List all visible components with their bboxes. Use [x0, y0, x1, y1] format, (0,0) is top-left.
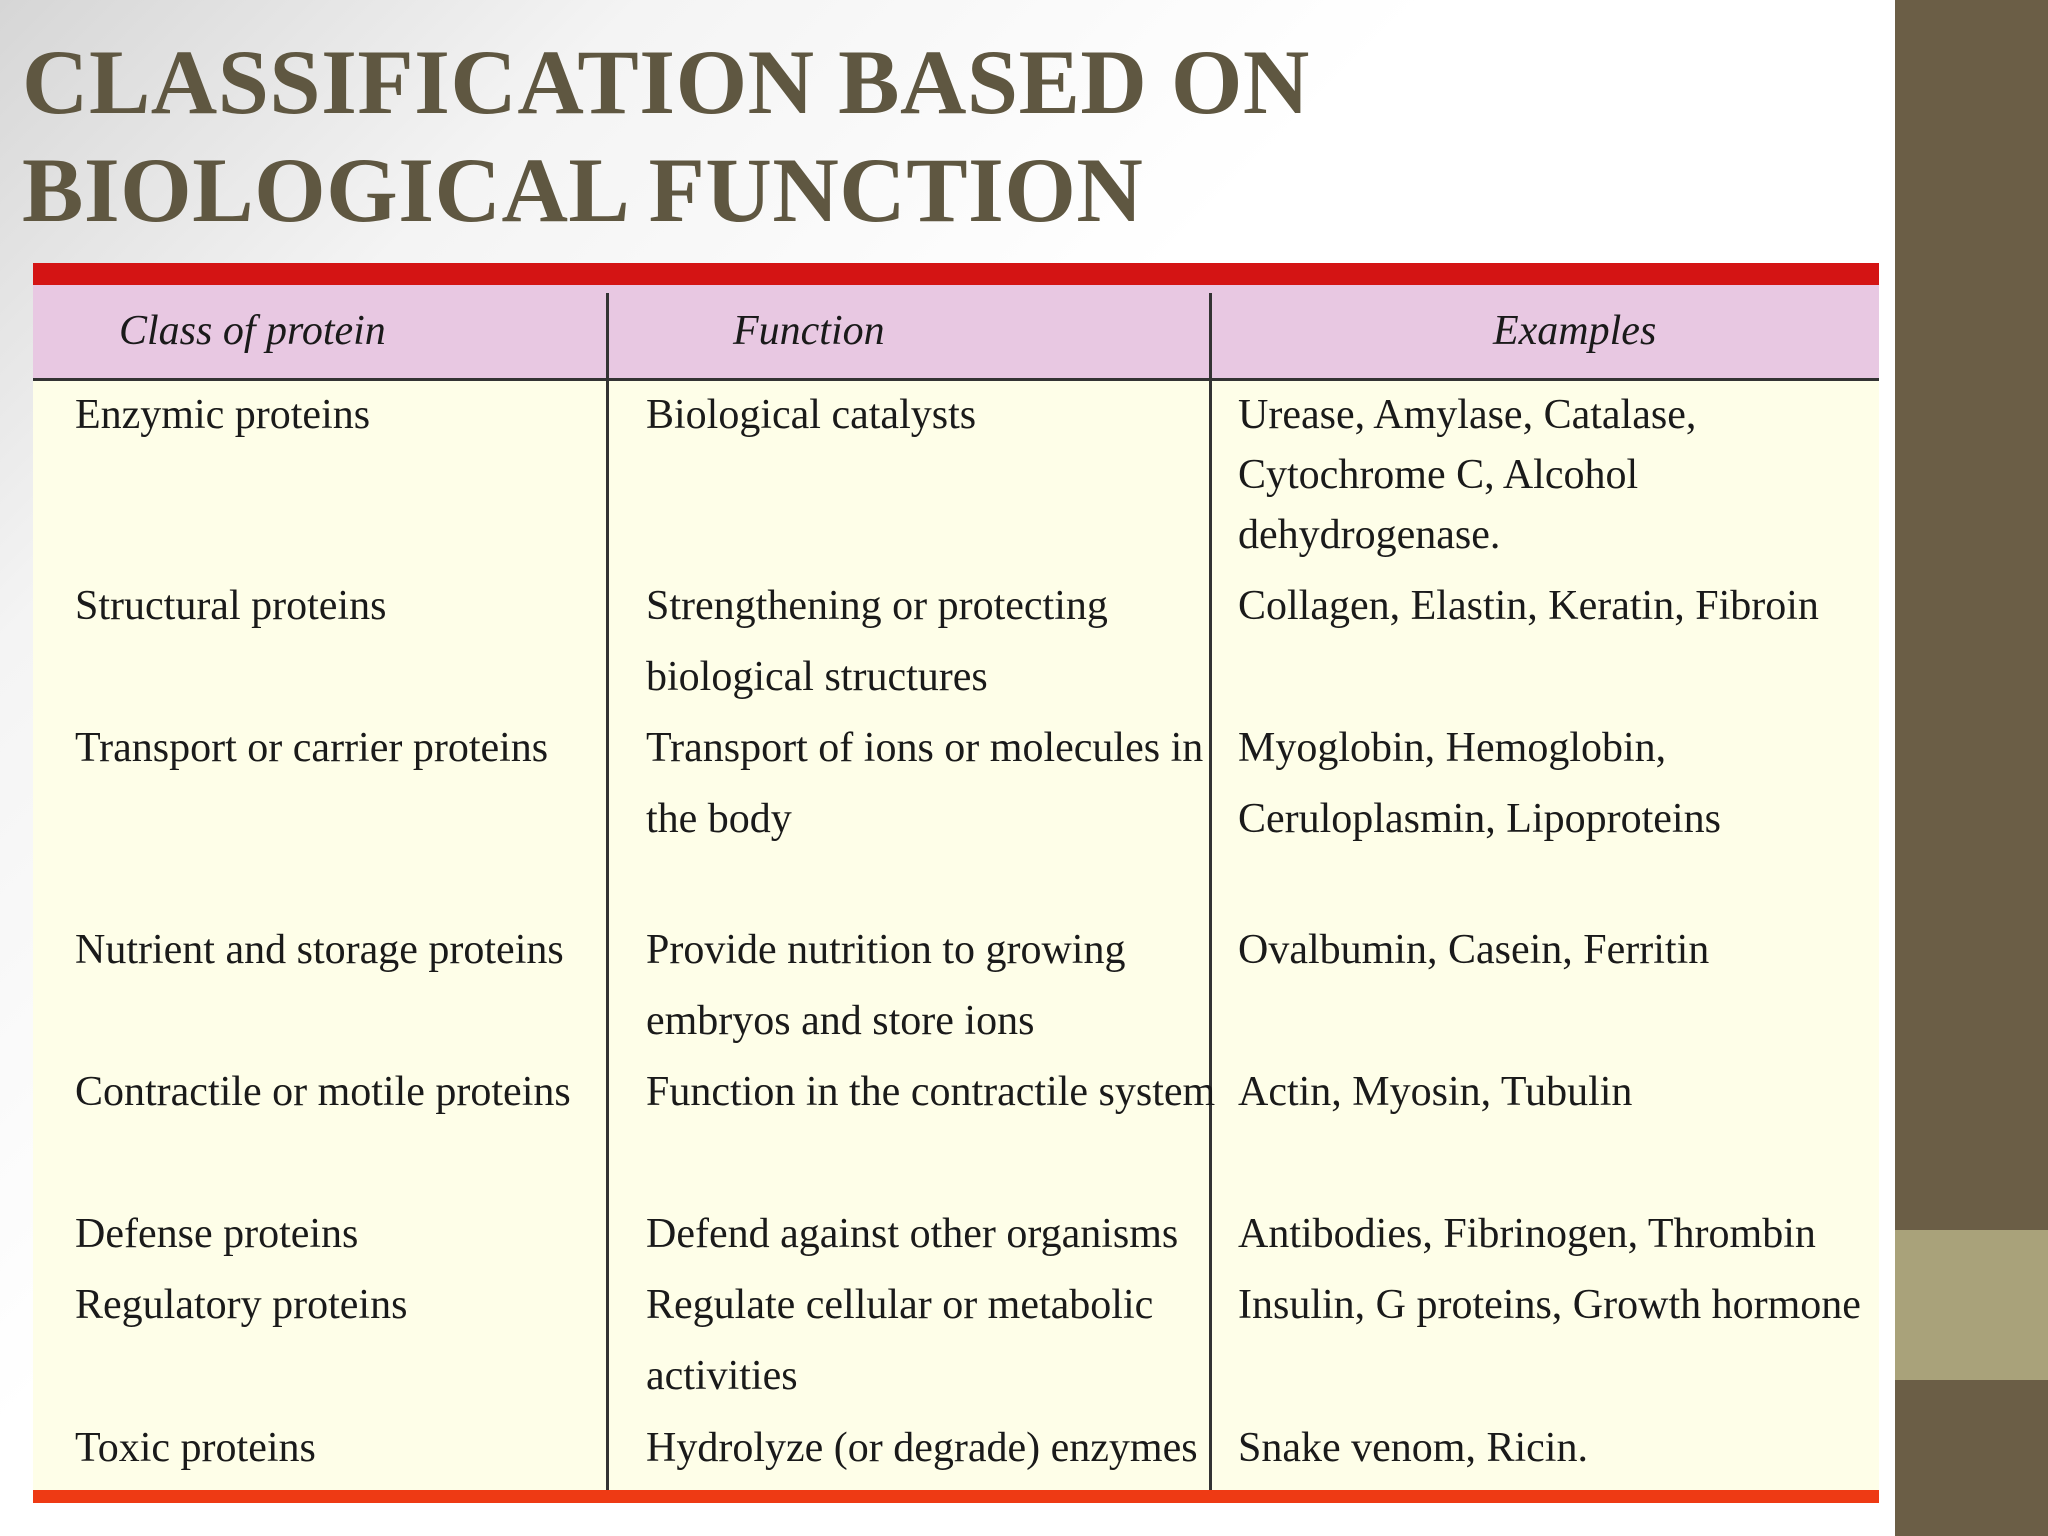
- table-top-rule: [33, 263, 1879, 285]
- cell-function: Strengthening or protecting biological structures: [646, 583, 1108, 700]
- cell-function: Hydrolyze (or degrade) enzymes: [646, 1425, 1198, 1471]
- cell-class: Toxic proteins: [75, 1425, 316, 1471]
- cell-examples: Myoglobin, Hemoglobin, Ceruloplasmin, Lipoproteins: [1238, 725, 1721, 842]
- cell-class: Regulatory proteins: [75, 1282, 408, 1328]
- column-divider: [606, 293, 609, 1490]
- cell-function: Provide nutrition to growing embryos and store ions: [646, 927, 1126, 1044]
- cell-function: Regulate cellular or metabolic activities: [646, 1282, 1154, 1399]
- cell-class: Structural proteins: [75, 583, 387, 629]
- cell-examples: Actin, Myosin, Tubulin: [1238, 1069, 1633, 1115]
- cell-examples: Urease, Amylase, Catalase, Cytochrome C, Alcohol dehydrogenase.: [1238, 392, 1697, 558]
- cell-examples: Ovalbumin, Casein, Ferritin: [1238, 927, 1710, 973]
- cell-examples: Collagen, Elastin, Keratin, Fibroin: [1238, 583, 1819, 629]
- header-class-of-protein: Class of protein: [119, 308, 386, 354]
- cell-examples: Snake venom, Ricin.: [1238, 1425, 1588, 1471]
- cell-class: Contractile or motile proteins: [75, 1069, 571, 1115]
- cell-function: Function in the contractile system: [646, 1069, 1216, 1115]
- cell-function: Biological catalysts: [646, 392, 977, 438]
- cell-class: Transport or carrier proteins: [75, 725, 549, 771]
- table-bottom-rule: [33, 1490, 1879, 1503]
- cell-examples: Insulin, G proteins, Growth hormone: [1238, 1282, 1861, 1328]
- cell-class: Nutrient and storage proteins: [75, 927, 564, 973]
- slide-side-bar-accent: [1895, 1230, 2048, 1380]
- slide-title: CLASSIFICATION BASED ON BIOLOGICAL FUNCTION: [22, 31, 1310, 241]
- cell-function: Defend against other organisms: [646, 1211, 1179, 1257]
- cell-class: Defense proteins: [75, 1211, 359, 1257]
- protein-classification-table: [33, 263, 1879, 1503]
- cell-class: Enzymic proteins: [75, 392, 371, 438]
- header-examples: Examples: [1493, 308, 1657, 354]
- header-function: Function: [733, 308, 885, 354]
- cell-function: Transport of ions or molecules in the body: [646, 725, 1204, 842]
- cell-examples: Antibodies, Fibrinogen, Thrombin: [1238, 1211, 1816, 1257]
